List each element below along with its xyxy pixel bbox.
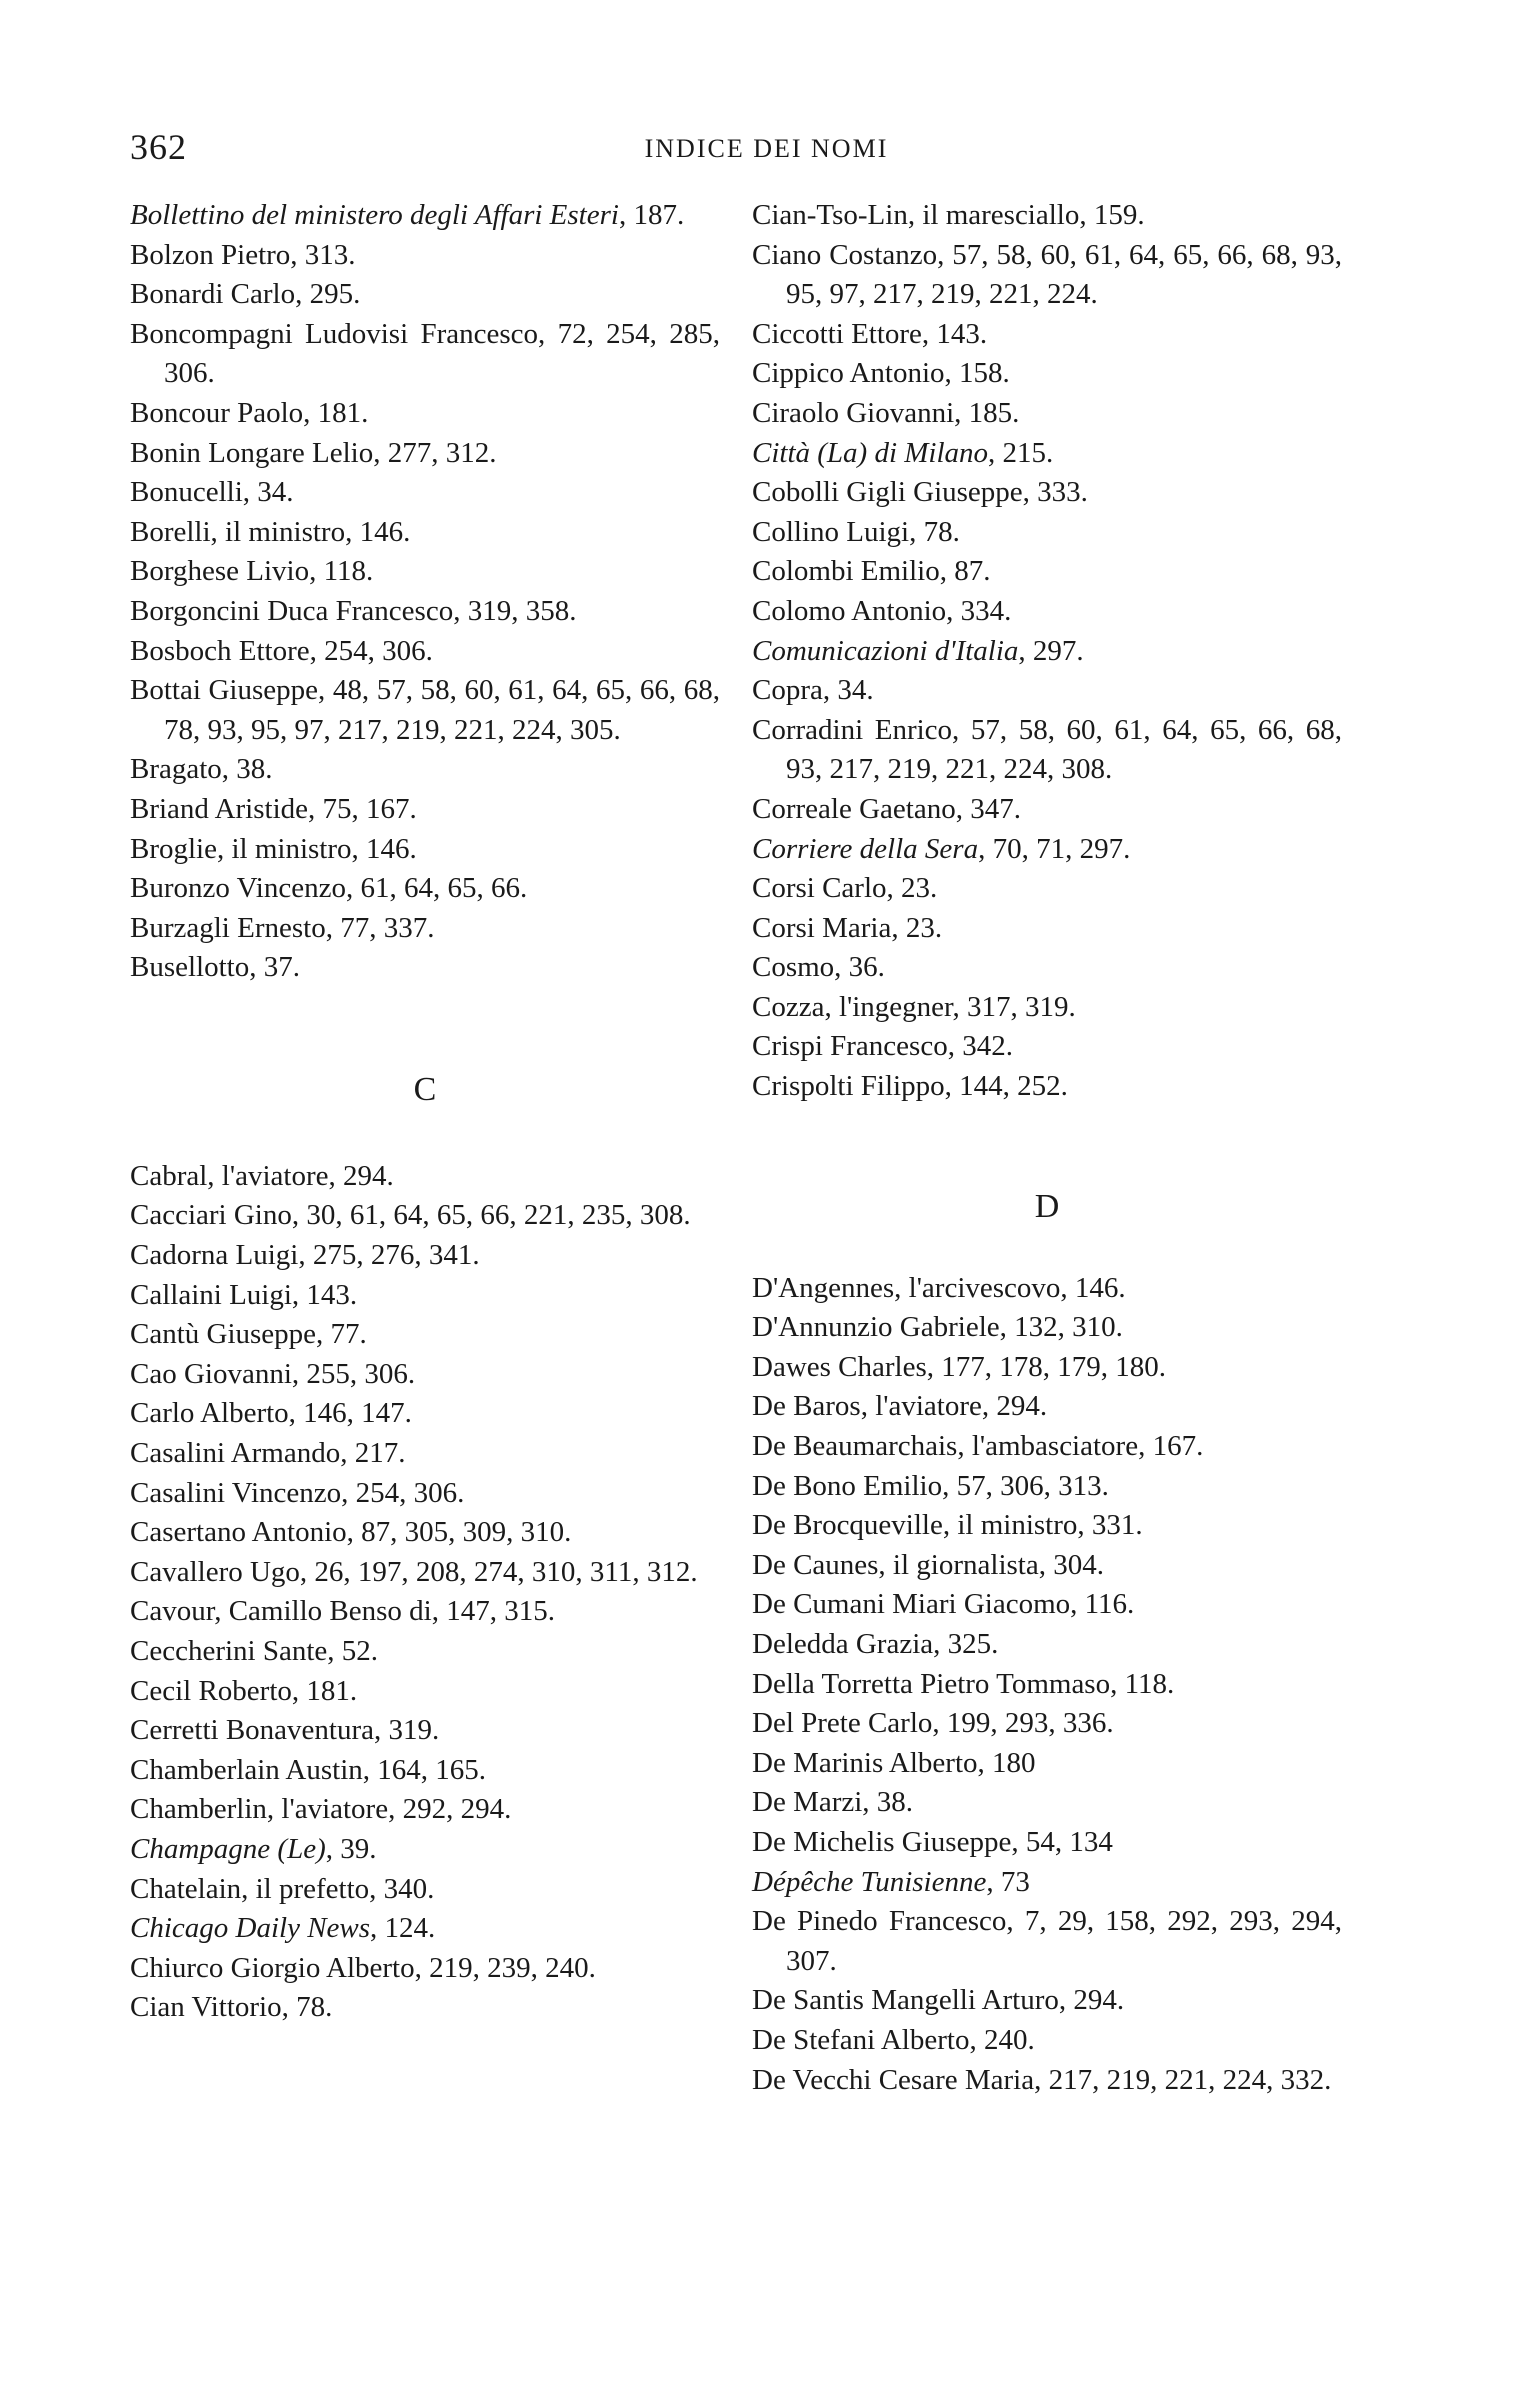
index-entry-text: Del Prete Carlo, 199, 293, 336. bbox=[752, 1707, 1114, 1740]
index-entry bbox=[130, 948, 720, 988]
index-entry bbox=[130, 1870, 720, 1910]
index-entry bbox=[130, 315, 720, 394]
index-entry bbox=[130, 632, 720, 672]
index-entry-text: Cozza, l'ingegner, 317, 319. bbox=[752, 990, 1076, 1023]
index-entry bbox=[752, 2061, 1342, 2101]
index-entry bbox=[130, 236, 720, 276]
index-entry-text: Boncour Paolo, 181. bbox=[130, 396, 369, 429]
left-c-entries bbox=[130, 1157, 720, 2028]
index-entry bbox=[752, 236, 1342, 315]
index-entry bbox=[130, 1315, 720, 1355]
index-entry bbox=[130, 592, 720, 632]
index-entry-text: , 187. bbox=[618, 199, 685, 231]
index-entry bbox=[752, 1067, 1342, 1107]
index-entry-title: Città (La) di Milano bbox=[752, 436, 989, 469]
index-entry bbox=[752, 988, 1342, 1028]
index-entry-text: Bonucelli, 34. bbox=[130, 476, 294, 509]
index-entry bbox=[130, 275, 720, 315]
index-entry bbox=[130, 909, 720, 949]
index-entry bbox=[752, 552, 1342, 592]
index-entry-title: Comunicazioni d'Italia bbox=[752, 634, 1019, 667]
index-entry-text: Crispi Francesco, 342. bbox=[752, 1030, 1013, 1063]
index-entry-text: Ceccherini Sante, 52. bbox=[130, 1635, 379, 1667]
index-entry bbox=[130, 1553, 720, 1593]
index-entry bbox=[130, 552, 720, 592]
index-entry-text: Casalini Vincenzo, 254, 306. bbox=[130, 1476, 465, 1509]
index-entry-text: Chamberlin, l'aviatore, 292, 294. bbox=[130, 1793, 512, 1826]
index-entry bbox=[130, 1592, 720, 1632]
left-b-entries bbox=[130, 196, 720, 988]
index-entry-text: Bosboch Ettore, 254, 306. bbox=[130, 634, 433, 667]
index-entry-text: Della Torretta Pietro Tommaso, 118. bbox=[752, 1667, 1175, 1700]
section-letter-d: D bbox=[1034, 1187, 1060, 1225]
index-entry bbox=[752, 1269, 1342, 1309]
index-entry-title: Corriere della Sera bbox=[752, 832, 979, 865]
index-entry-text: Buronzo Vincenzo, 61, 64, 65, 66. bbox=[130, 872, 528, 905]
index-entry-text: D'Annunzio Gabriele, 132, 310. bbox=[752, 1311, 1123, 1344]
index-entry-text: Casertano Antonio, 87, 305, 309, 310. bbox=[130, 1516, 572, 1549]
index-entry-text: Bonin Longare Lelio, 277, 312. bbox=[130, 436, 497, 469]
index-entry bbox=[752, 1308, 1342, 1348]
index-entry bbox=[752, 1704, 1342, 1744]
right-column bbox=[752, 196, 1342, 2100]
index-entry-text: Corsi Maria, 23. bbox=[752, 911, 943, 944]
index-entry bbox=[752, 1585, 1342, 1625]
index-entry bbox=[752, 196, 1342, 236]
index-entry bbox=[752, 1863, 1342, 1903]
index-entry-text: De Marinis Alberto, 180 bbox=[752, 1746, 1036, 1779]
index-entry bbox=[752, 1027, 1342, 1067]
index-entry bbox=[752, 1902, 1342, 1981]
index-entry-text: Burzagli Ernesto, 77, 337. bbox=[130, 911, 435, 944]
index-entry-text: De Baros, l'aviatore, 294. bbox=[752, 1390, 1048, 1423]
index-entry-title: Champagne (Le) bbox=[130, 1832, 326, 1865]
index-entry-text: De Michelis Giuseppe, 54, 134 bbox=[752, 1825, 1113, 1858]
index-entry-text: Busellotto, 37. bbox=[130, 951, 300, 984]
index-entry bbox=[752, 909, 1342, 949]
index-entry-text: Chamberlain Austin, 164, 165. bbox=[130, 1753, 487, 1786]
index-entry bbox=[130, 1830, 720, 1870]
index-entry bbox=[752, 513, 1342, 553]
index-entry-text: Cian Vittorio, 78. bbox=[130, 1991, 333, 2024]
index-entry-text: Broglie, il ministro, 146. bbox=[130, 832, 417, 865]
index-entry-text: Bragato, 38. bbox=[130, 753, 273, 786]
index-entry bbox=[752, 711, 1342, 790]
index-entry bbox=[752, 1427, 1342, 1467]
index-entry-text: Borgoncini Duca Francesco, 319, 358. bbox=[130, 594, 577, 627]
index-entry-title: Dépêche Tunisienne bbox=[752, 1865, 987, 1898]
index-entry-text: Ciano Costanzo, 57, 58, 60, 61, 64, 65, 66, 68, 93, 95, 97, 217, 219, 221, 224. bbox=[752, 238, 1342, 311]
index-entry bbox=[752, 632, 1342, 672]
section-gap-c-top bbox=[130, 988, 720, 1070]
index-entry bbox=[130, 790, 720, 830]
index-entry bbox=[130, 1790, 720, 1830]
index-entry bbox=[752, 1467, 1342, 1507]
index-entry bbox=[130, 1672, 720, 1712]
index-entry-text: Borelli, il ministro, 146. bbox=[130, 515, 411, 548]
index-entry bbox=[130, 1276, 720, 1316]
page-number: 362 bbox=[130, 127, 187, 167]
index-entry bbox=[130, 1751, 720, 1791]
index-entry bbox=[752, 948, 1342, 988]
index-entry bbox=[752, 790, 1342, 830]
index-entry-text: Cantù Giuseppe, 77. bbox=[130, 1318, 367, 1351]
index-entry bbox=[752, 1506, 1342, 1546]
index-entry bbox=[130, 1355, 720, 1395]
section-letter-c: C bbox=[413, 1070, 437, 1108]
index-entry-text: Bolzon Pietro, 313. bbox=[130, 238, 356, 271]
index-entry-text: Casalini Armando, 217. bbox=[130, 1437, 406, 1470]
index-entry-text: Collino Luigi, 78. bbox=[752, 515, 960, 548]
section-gap-d-top bbox=[752, 1107, 1342, 1187]
section-gap-d-bottom bbox=[752, 1227, 1342, 1269]
right-d-entries bbox=[752, 1269, 1342, 2100]
index-entry-text: Cian-Tso-Lin, il maresciallo, 159. bbox=[752, 199, 1145, 231]
index-entry-text: Callaini Luigi, 143. bbox=[130, 1278, 358, 1311]
index-entry bbox=[130, 671, 720, 750]
index-entry-text: De Bono Emilio, 57, 306, 313. bbox=[752, 1469, 1109, 1502]
index-entry bbox=[752, 1823, 1342, 1863]
index-entry bbox=[752, 671, 1342, 711]
index-entry bbox=[130, 1949, 720, 1989]
index-entry-text: Ciraolo Giovanni, 185. bbox=[752, 396, 1020, 429]
index-entry-text: Dawes Charles, 177, 178, 179, 180. bbox=[752, 1350, 1167, 1383]
index-entry-text: Corradini Enrico, 57, 58, 60, 61, 64, 65, 66, 68, 93, 217, 219, 221, 224, 308. bbox=[752, 713, 1342, 786]
index-entry bbox=[752, 354, 1342, 394]
index-entry bbox=[130, 1394, 720, 1434]
index-entry-text: Ciccotti Ettore, 143. bbox=[752, 317, 988, 350]
index-entry bbox=[752, 1665, 1342, 1705]
index-entry bbox=[130, 513, 720, 553]
index-entry bbox=[752, 1348, 1342, 1388]
right-c-entries bbox=[752, 196, 1342, 1107]
index-entry bbox=[130, 1988, 720, 2028]
index-entry-text: Cavallero Ugo, 26, 197, 208, 274, 310, 311, 312. bbox=[130, 1555, 698, 1588]
index-entry-text: Cippico Antonio, 158. bbox=[752, 357, 1010, 390]
index-entry bbox=[752, 1783, 1342, 1823]
index-entry-text: Deledda Grazia, 325. bbox=[752, 1628, 999, 1660]
index-entry-text: , 124. bbox=[370, 1912, 436, 1945]
index-entry bbox=[752, 434, 1342, 474]
index-entry bbox=[130, 1157, 720, 1197]
index-entry-text: , 39. bbox=[325, 1832, 377, 1865]
index-entry bbox=[130, 1434, 720, 1474]
index-entry-text: Carlo Alberto, 146, 147. bbox=[130, 1397, 412, 1430]
index-entry-text: Cosmo, 36. bbox=[752, 951, 885, 984]
index-entry bbox=[752, 1387, 1342, 1427]
index-entry-text: , 215. bbox=[988, 436, 1054, 469]
index-entry-text: De Beaumarchais, l'ambasciatore, 167. bbox=[752, 1430, 1204, 1463]
left-column bbox=[130, 196, 720, 2028]
index-entry bbox=[752, 592, 1342, 632]
index-entry bbox=[130, 473, 720, 513]
index-entry-text: Colomo Antonio, 334. bbox=[752, 594, 1012, 627]
index-entry bbox=[130, 1236, 720, 1276]
index-entry-text: , 70, 71, 297. bbox=[978, 832, 1131, 865]
index-entry bbox=[130, 434, 720, 474]
index-entry-title: Bollettino del ministero degli Affari Esteri bbox=[130, 199, 619, 231]
index-entry-text: Bonardi Carlo, 295. bbox=[130, 278, 361, 311]
index-entry-text: De Vecchi Cesare Maria, 217, 219, 221, 224, 332. bbox=[752, 2063, 1332, 2096]
index-entry-text: Chiurco Giorgio Alberto, 219, 239, 240. bbox=[130, 1951, 596, 1984]
index-entry-text: De Brocqueville, il ministro, 331. bbox=[752, 1509, 1143, 1542]
running-title: INDICE DEI NOMI bbox=[644, 134, 889, 163]
index-entry bbox=[752, 473, 1342, 513]
index-entry bbox=[752, 869, 1342, 909]
index-entry bbox=[130, 196, 720, 236]
index-entry-text: D'Angennes, l'arcivescovo, 146. bbox=[752, 1271, 1126, 1304]
index-entry-text: De Cumani Miari Giacomo, 116. bbox=[752, 1588, 1135, 1621]
index-entry-text: Boncompagni Ludovisi Francesco, 72, 254, 285, 306. bbox=[130, 317, 720, 390]
index-entry-text: De Marzi, 38. bbox=[752, 1786, 914, 1819]
index-entry-text: De Caunes, il giornalista, 304. bbox=[752, 1548, 1104, 1581]
index-entry-text: Borghese Livio, 118. bbox=[130, 555, 374, 588]
index-entry bbox=[752, 830, 1342, 870]
section-gap-c-bottom bbox=[130, 1110, 720, 1157]
index-entry bbox=[752, 394, 1342, 434]
index-entry bbox=[752, 2021, 1342, 2061]
index-entry-text: Crispolti Filippo, 144, 252. bbox=[752, 1070, 1068, 1103]
index-entry-text: , 297. bbox=[1018, 634, 1084, 667]
index-entry bbox=[752, 1744, 1342, 1784]
index-entry bbox=[130, 394, 720, 434]
index-entry-text: , 73 bbox=[986, 1865, 1030, 1898]
index-entry-text: Cabral, l'aviatore, 294. bbox=[130, 1159, 394, 1192]
index-entry-text: Cavour, Camillo Benso di, 147, 315. bbox=[130, 1595, 555, 1628]
index-entry-text: Cobolli Gigli Giuseppe, 333. bbox=[752, 476, 1088, 509]
index-entry-text: Cecil Roberto, 181. bbox=[130, 1674, 358, 1707]
index-entry-text: De Stefani Alberto, 240. bbox=[752, 2023, 1035, 2056]
index-entry bbox=[130, 1711, 720, 1751]
index-entry-text: Briand Aristide, 75, 167. bbox=[130, 792, 417, 825]
index-entry-text: Cacciari Gino, 30, 61, 64, 65, 66, 221, 235, 308. bbox=[130, 1199, 691, 1232]
index-entry-text: Bottai Giuseppe, 48, 57, 58, 60, 61, 64, 65, 66, 68, 78, 93, 95, 97, 217, 219, 221, 224, 305. bbox=[130, 674, 720, 746]
index-entry bbox=[752, 1546, 1342, 1586]
index-entry bbox=[752, 1625, 1342, 1665]
index-entry bbox=[130, 869, 720, 909]
index-entry-text: Cerretti Bonaventura, 319. bbox=[130, 1714, 440, 1747]
index-entry-text: Cao Giovanni, 255, 306. bbox=[130, 1357, 416, 1390]
index-entry-text: Correale Gaetano, 347. bbox=[752, 792, 1021, 825]
index-entry-text: De Santis Mangelli Arturo, 294. bbox=[752, 1984, 1125, 2017]
index-entry-text: De Pinedo Francesco, 7, 29, 158, 292, 293, 294, 307. bbox=[752, 1905, 1342, 1977]
index-entry bbox=[130, 750, 720, 790]
index-entry-text: Corsi Carlo, 23. bbox=[752, 872, 938, 905]
index-entry-text: Copra, 34. bbox=[752, 674, 874, 707]
index-entry bbox=[130, 1909, 720, 1949]
index-entry-text: Chatelain, il prefetto, 340. bbox=[130, 1872, 435, 1905]
index-entry bbox=[752, 1981, 1342, 2021]
index-entry bbox=[130, 1513, 720, 1553]
index-entry bbox=[130, 1632, 720, 1672]
index-entry-text: Colombi Emilio, 87. bbox=[752, 555, 991, 588]
index-entry bbox=[130, 1196, 720, 1236]
index-entry-title: Chicago Daily News bbox=[130, 1912, 371, 1945]
index-entry bbox=[752, 315, 1342, 355]
index-entry bbox=[130, 830, 720, 870]
index-entry bbox=[130, 1474, 720, 1514]
index-entry-text: Cadorna Luigi, 275, 276, 341. bbox=[130, 1239, 480, 1272]
